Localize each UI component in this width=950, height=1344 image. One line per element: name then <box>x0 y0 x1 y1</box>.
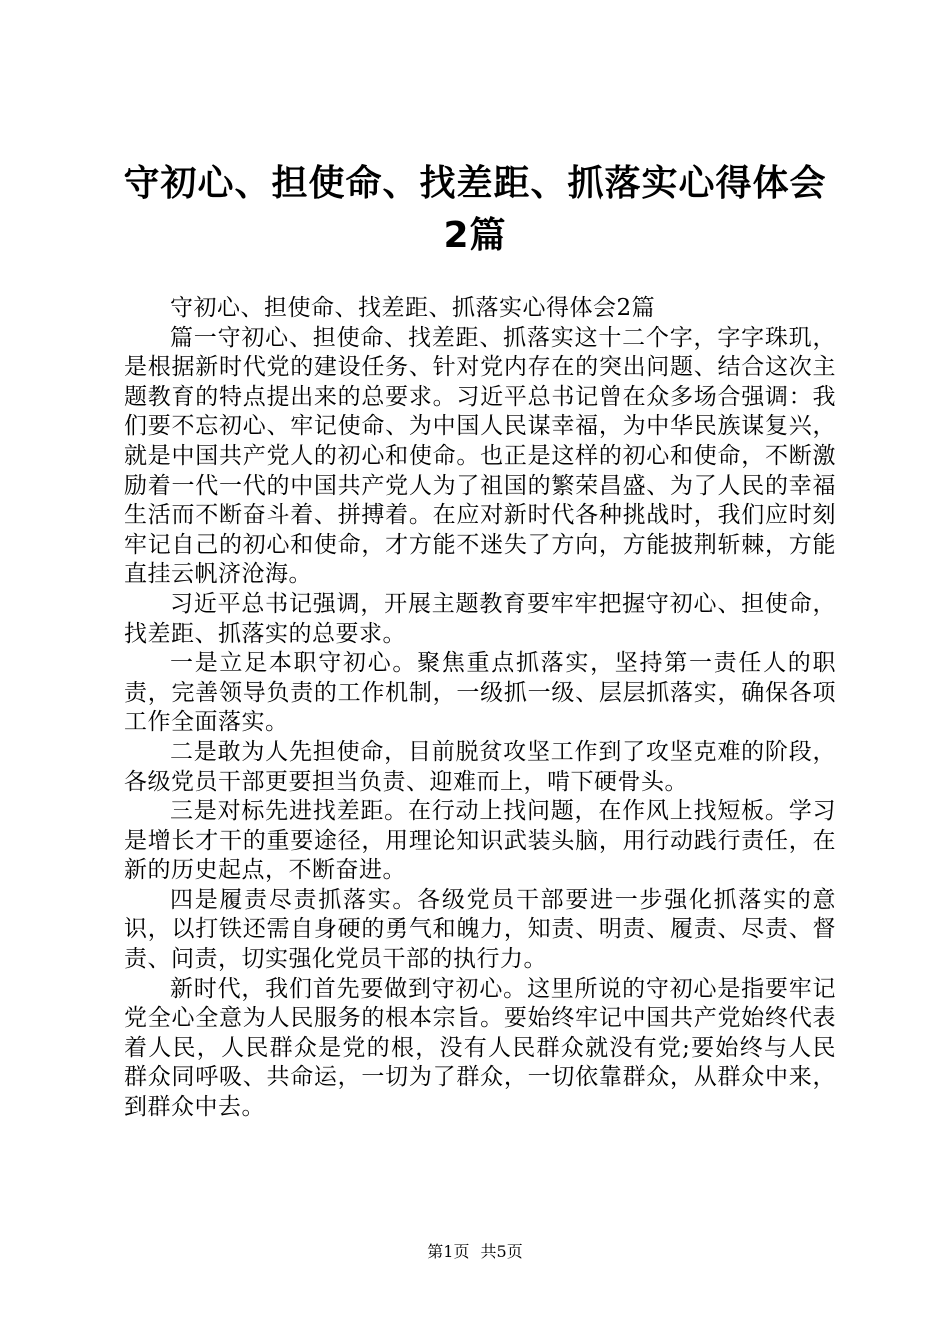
paragraph-5: 三是对标先进找差距。在行动上找问题，在作风上找短板。学习是增长才干的重要途径，用理论知识武装头脑，用行动践行责任，在新的历史起点，不断奋进。 <box>124 798 836 884</box>
paragraph-6: 四是履责尽责抓落实。各级党员干部要进一步强化抓落实的意识，以打铁还需自身硬的勇气和魄力，知责、明责、履责、尽责、督责、问责，切实强化党员干部的执行力。 <box>124 886 836 973</box>
page-number: 第1页 <box>427 1242 470 1261</box>
paragraph-1: 篇一守初心、担使命、找差距、抓落实这十二个字，字字珠玑，是根据新时代党的建设任务、针对党内存在的突出问题、结合这次主题教育的特点提出来的总要求。习近平总书记曾在众多场合强调：我们要不忘初心、牢记使命、为中国人民谋幸福，为中华民族谋复兴，就是中国共产党人的初心和使命。也正是这样的初心和使命，不断激励着一代一代的中国共产党人为了祖国的繁荣昌盛、为了人民的幸福生活而不断奋斗着、拼搏着。在应对新时代各种挑战时，我们应时刻牢记自己的初心和使命，才方能不迷失了方向，方能披荆斩棘，方能直挂云帆济沧海。 <box>124 324 836 588</box>
page-footer <box>0 1242 950 1262</box>
paragraph-3: 一是立足本职守初心。聚焦重点抓落实，坚持第一责任人的职责，完善领导负责的工作机制，一级抓一级、层层抓落实，确保各项工作全面落实。 <box>124 650 836 736</box>
page-total: 共5页 <box>480 1242 523 1261</box>
paragraph-subtitle: 守初心、担使命、找差距、抓落实心得体会2篇 <box>170 295 656 321</box>
paragraph-7: 新时代，我们首先要做到守初心。这里所说的守初心是指要牢记党全心全意为人民服务的根本宗旨。要始终牢记中国共产党始终代表着人民，人民群众是党的根，没有人民群众就没有党;要始终与人民群众同呼吸、共命运，一切为了群众，一切依靠群众，从群众中来，到群众中去。 <box>124 975 836 1121</box>
document-body <box>124 294 836 1123</box>
document-title: 守初心、担使命、找差距、抓落实心得体会2篇 <box>123 163 827 256</box>
paragraph-2: 习近平总书记强调，开展主题教育要牢牢把握守初心、担使命，找差距、抓落实的总要求。 <box>124 590 836 647</box>
paragraph-4: 二是敢为人先担使命，目前脱贫攻坚工作到了攻坚克难的阶段，各级党员干部更要担当负责、迎难而上，啃下硬骨头。 <box>124 738 836 795</box>
